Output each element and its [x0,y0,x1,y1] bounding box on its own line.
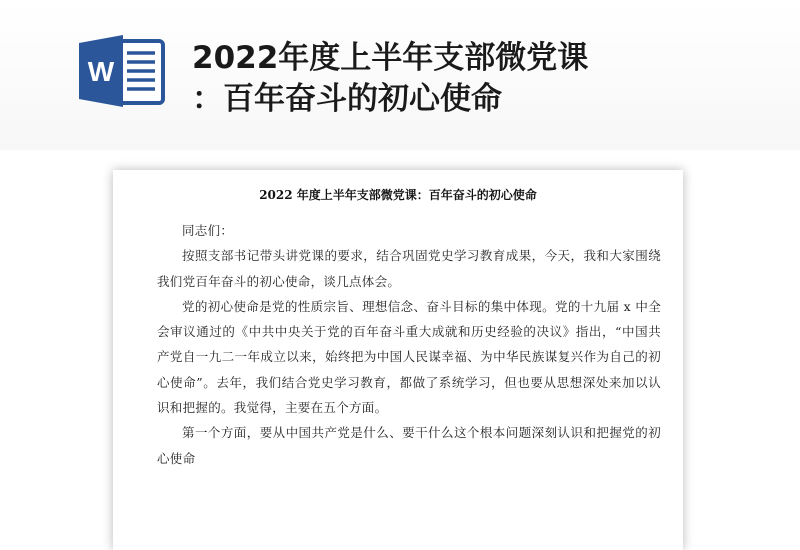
paragraph-intro: 按照支部书记带头讲党课的要求，结合巩固党史学习教育成果，今天，我和大家围绕我们党百年奋斗的初心使命，谈几点体会。 [157,248,661,289]
document-body [157,218,661,471]
header-title-line2: ：百年奋斗的初心使命 [192,81,502,117]
paragraph-first-aspect: 第一个方面，要从中国共产党是什么、要干什么这个根本问题深刻认识和把握党的初心使命 [157,425,661,466]
word-doc-icon [77,33,167,109]
paragraph-salutation: 同志们： [182,223,234,238]
header-banner [0,0,800,150]
document-page [113,170,683,550]
header-title-line1: 2022年度上半年支部微党课 [192,40,589,76]
paragraph-mission: 党的初心使命是党的性质宗旨、理想信念、奋斗目标的集中体现。党的十九届 x 中全会审议通过的《中共中央关于党的百年奋斗重大成就和历史经验的决议》指出，“中国共产党自一九二一年成立以来，始终把为中国人民谋幸福、为中华民族谋复兴作为自己的初心使命”。去年，我们结合党史学习教育，都做了系统学习，但也要从思想深处来加以认识和把握的。我觉得，主要在五个方面。 [157,298,661,416]
word-icon-letter: W [87,56,115,87]
header-title [192,38,792,120]
document-title: 2022 年度上半年支部微党课：百年奋斗的初心使命 [259,188,537,202]
